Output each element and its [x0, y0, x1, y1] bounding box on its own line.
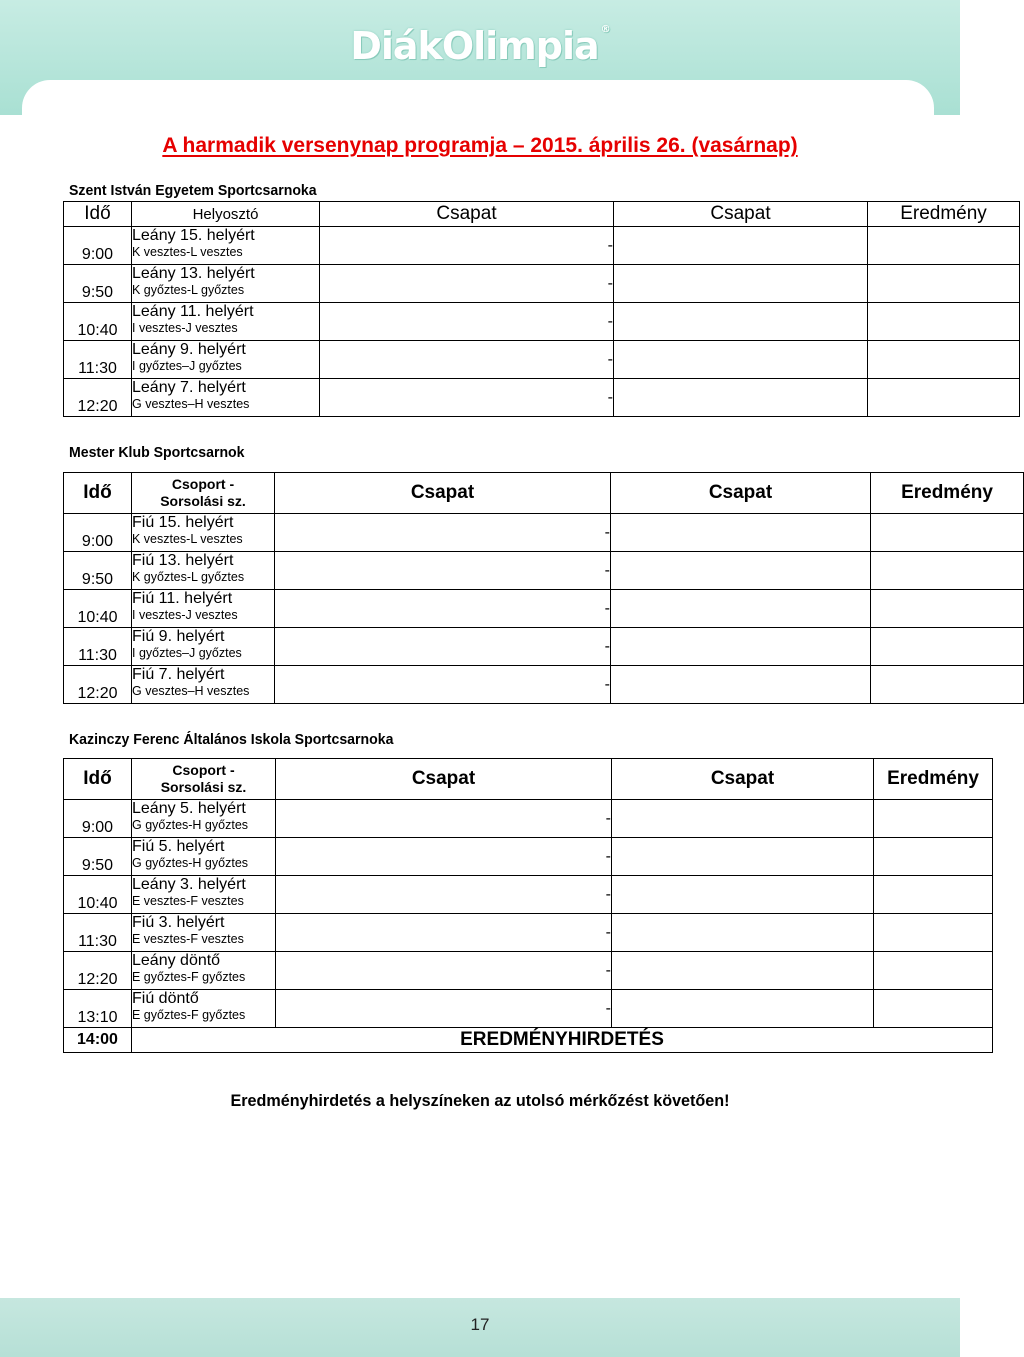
slot-name: Leány 15. helyért: [132, 227, 255, 244]
table-row: [64, 800, 993, 838]
slot-name: Leány 3. helyért: [132, 876, 246, 893]
row-team1: -: [320, 265, 614, 303]
row-slot: [132, 628, 275, 666]
row-slot: [132, 800, 276, 838]
slot-detail: E győztes-F győztes: [132, 1008, 246, 1022]
row-result: [868, 341, 1020, 379]
row-team2: [612, 952, 874, 990]
table-row: [64, 341, 1020, 379]
table-row: [64, 838, 993, 876]
slot-name: Fiú 13. helyért: [132, 552, 234, 569]
row-result: [874, 838, 993, 876]
header-result: Eredmény: [871, 473, 1024, 514]
row-team2: [612, 914, 874, 952]
table-row: [64, 952, 993, 990]
header-result: Eredmény: [874, 759, 993, 800]
table-row: [64, 379, 1020, 417]
row-slot: [132, 514, 275, 552]
header-team1: Csapat: [276, 759, 612, 800]
header-slot: [132, 473, 275, 514]
table-header: [64, 759, 993, 800]
table-header: [64, 473, 1024, 514]
row-team1: -: [320, 341, 614, 379]
row-team2: [612, 876, 874, 914]
slot-detail: E győztes-F győztes: [132, 970, 246, 984]
row-team1: -: [276, 952, 612, 990]
slot-name: Fiú 9. helyért: [132, 628, 225, 645]
header-slot-line1: Csoport -: [171, 476, 235, 492]
slot-detail: G vesztes–H vesztes: [132, 397, 250, 411]
row-team1: -: [275, 514, 611, 552]
row-team1: -: [276, 914, 612, 952]
header-result: Eredmény: [868, 202, 1020, 227]
slot-detail: I győztes–J győztes: [132, 359, 242, 373]
row-team2: [611, 628, 871, 666]
page-number: 17: [470, 1315, 490, 1334]
slot-name: Leány 11. helyért: [132, 303, 254, 320]
row-slot: [132, 341, 320, 379]
row-team2: [612, 838, 874, 876]
row-result: [871, 666, 1024, 704]
slot-detail: E vesztes-F vesztes: [132, 932, 244, 946]
row-result: [874, 914, 993, 952]
table-row: [64, 514, 1024, 552]
logo-text: DiákOlimpia: [350, 24, 599, 68]
row-team1: -: [275, 628, 611, 666]
slot-detail: K győztes-L győztes: [132, 570, 245, 584]
slot-name: Leány 9. helyért: [132, 341, 246, 358]
slot-name: Leány 5. helyért: [132, 800, 246, 817]
slot-name: Fiú 5. helyért: [132, 838, 225, 855]
header-team2: Csapat: [611, 473, 871, 514]
header-slot-line2: Sorsolási sz.: [160, 493, 246, 509]
row-team1: -: [320, 379, 614, 417]
diakolimpia-logo: [0, 24, 960, 68]
row-result: [874, 990, 993, 1028]
header-slot-line2: Sorsolási sz.: [160, 779, 247, 795]
slot-detail: G győztes-H győztes: [132, 856, 249, 870]
table-header: [64, 202, 1020, 227]
row-time: 12:20: [64, 952, 132, 990]
row-slot: [132, 666, 275, 704]
row-team1: -: [275, 552, 611, 590]
header-time: Idő: [64, 202, 132, 227]
row-result: [868, 303, 1020, 341]
slot-name: Fiú 15. helyért: [132, 514, 234, 531]
row-result: [868, 265, 1020, 303]
slot-name: Leány 7. helyért: [132, 379, 246, 396]
row-team2: [614, 303, 868, 341]
results-announcement-row: [64, 1028, 993, 1053]
table-row: [64, 227, 1020, 265]
row-time: 12:20: [64, 379, 132, 417]
row-time: 11:30: [64, 628, 132, 666]
table-row: [64, 666, 1024, 704]
venue-title-1: Szent István Egyetem Sportcsarnoka: [69, 182, 317, 199]
table-row: [64, 628, 1024, 666]
footer-note: Eredményhirdetés a helyszíneken az utolsó mérkőzést követően!: [230, 1091, 730, 1110]
row-team2: [614, 265, 868, 303]
venue-title-3: Kazinczy Ferenc Általános Iskola Sportcsarnoka: [69, 731, 394, 748]
row-result: [871, 514, 1024, 552]
header-slot: Helyosztó: [132, 202, 320, 227]
row-time: 9:00: [64, 514, 132, 552]
row-result: [868, 227, 1020, 265]
row-time: 11:30: [64, 914, 132, 952]
header-time: Idő: [64, 759, 132, 800]
row-slot: [132, 303, 320, 341]
slot-detail: I vesztes-J vesztes: [132, 321, 238, 335]
row-team2: [611, 666, 871, 704]
table-row: [64, 265, 1020, 303]
schedule-table-3: [63, 758, 993, 1053]
row-team1: -: [276, 990, 612, 1028]
table-row: [64, 990, 993, 1028]
final-label: EREDMÉNYHIRDETÉS: [132, 1028, 993, 1053]
table-row: [64, 876, 993, 914]
row-time: 9:00: [64, 800, 132, 838]
row-result: [871, 628, 1024, 666]
row-team1: -: [276, 876, 612, 914]
header-team2: Csapat: [614, 202, 868, 227]
slot-name: Fiú 7. helyért: [132, 666, 225, 683]
slot-name: Fiú 3. helyért: [132, 914, 225, 931]
table-row: [64, 590, 1024, 628]
slot-detail: G győztes-H győztes: [132, 818, 249, 832]
header-team1: Csapat: [275, 473, 611, 514]
row-time: 9:50: [64, 265, 132, 303]
row-team2: [611, 514, 871, 552]
table-row: [64, 914, 993, 952]
slot-detail: K vesztes-L vesztes: [132, 532, 243, 546]
row-result: [874, 952, 993, 990]
row-time: 9:00: [64, 227, 132, 265]
row-slot: [132, 876, 276, 914]
schedule-table-1: [63, 201, 1020, 417]
row-time: 12:20: [64, 666, 132, 704]
header-slot-line1: Csoport -: [172, 762, 235, 778]
row-time: 10:40: [64, 876, 132, 914]
row-team1: -: [320, 303, 614, 341]
row-team2: [612, 800, 874, 838]
row-time: 9:50: [64, 838, 132, 876]
row-team2: [612, 990, 874, 1028]
row-team1: -: [276, 800, 612, 838]
row-slot: [132, 914, 276, 952]
row-slot: [132, 590, 275, 628]
row-time: 10:40: [64, 303, 132, 341]
slot-detail: I győztes–J győztes: [132, 646, 242, 660]
row-slot: [132, 379, 320, 417]
row-team2: [611, 590, 871, 628]
row-slot: [132, 227, 320, 265]
row-result: [874, 800, 993, 838]
table-row: [64, 552, 1024, 590]
registered-mark: ®: [600, 24, 610, 35]
final-time: 14:00: [64, 1028, 132, 1053]
row-result: [874, 876, 993, 914]
slot-name: Leány döntő: [132, 952, 221, 969]
row-result: [871, 552, 1024, 590]
slot-name: Leány 13. helyért: [132, 265, 255, 282]
slot-detail: K vesztes-L vesztes: [132, 245, 243, 259]
venue-title-2: Mester Klub Sportcsarnok: [69, 444, 245, 461]
row-slot: [132, 265, 320, 303]
table-row: [64, 303, 1020, 341]
slot-name: Fiú 11. helyért: [132, 590, 233, 607]
row-team1: -: [275, 666, 611, 704]
slot-detail: K győztes-L győztes: [132, 283, 245, 297]
schedule-table-2: [63, 472, 1024, 704]
row-time: 10:40: [64, 590, 132, 628]
row-team2: [614, 379, 868, 417]
header-slot: [132, 759, 276, 800]
row-time: 9:50: [64, 552, 132, 590]
row-team2: [614, 227, 868, 265]
row-slot: [132, 952, 276, 990]
row-slot: [132, 838, 276, 876]
row-time: 13:10: [64, 990, 132, 1028]
slot-detail: G vesztes–H vesztes: [132, 684, 250, 698]
slot-name: Fiú döntő: [132, 990, 199, 1007]
slot-detail: E vesztes-F vesztes: [132, 894, 244, 908]
row-slot: [132, 990, 276, 1028]
row-team1: -: [275, 590, 611, 628]
row-result: [871, 590, 1024, 628]
row-team1: -: [276, 838, 612, 876]
row-slot: [132, 552, 275, 590]
slot-detail: I vesztes-J vesztes: [132, 608, 238, 622]
row-team1: -: [320, 227, 614, 265]
row-team2: [614, 341, 868, 379]
row-result: [868, 379, 1020, 417]
header-team1: Csapat: [320, 202, 614, 227]
page-title: A harmadik versenynap programja – 2015. április 26. (vasárnap): [162, 134, 798, 157]
header-time: Idő: [64, 473, 132, 514]
header-team2: Csapat: [612, 759, 874, 800]
row-team2: [611, 552, 871, 590]
row-time: 11:30: [64, 341, 132, 379]
